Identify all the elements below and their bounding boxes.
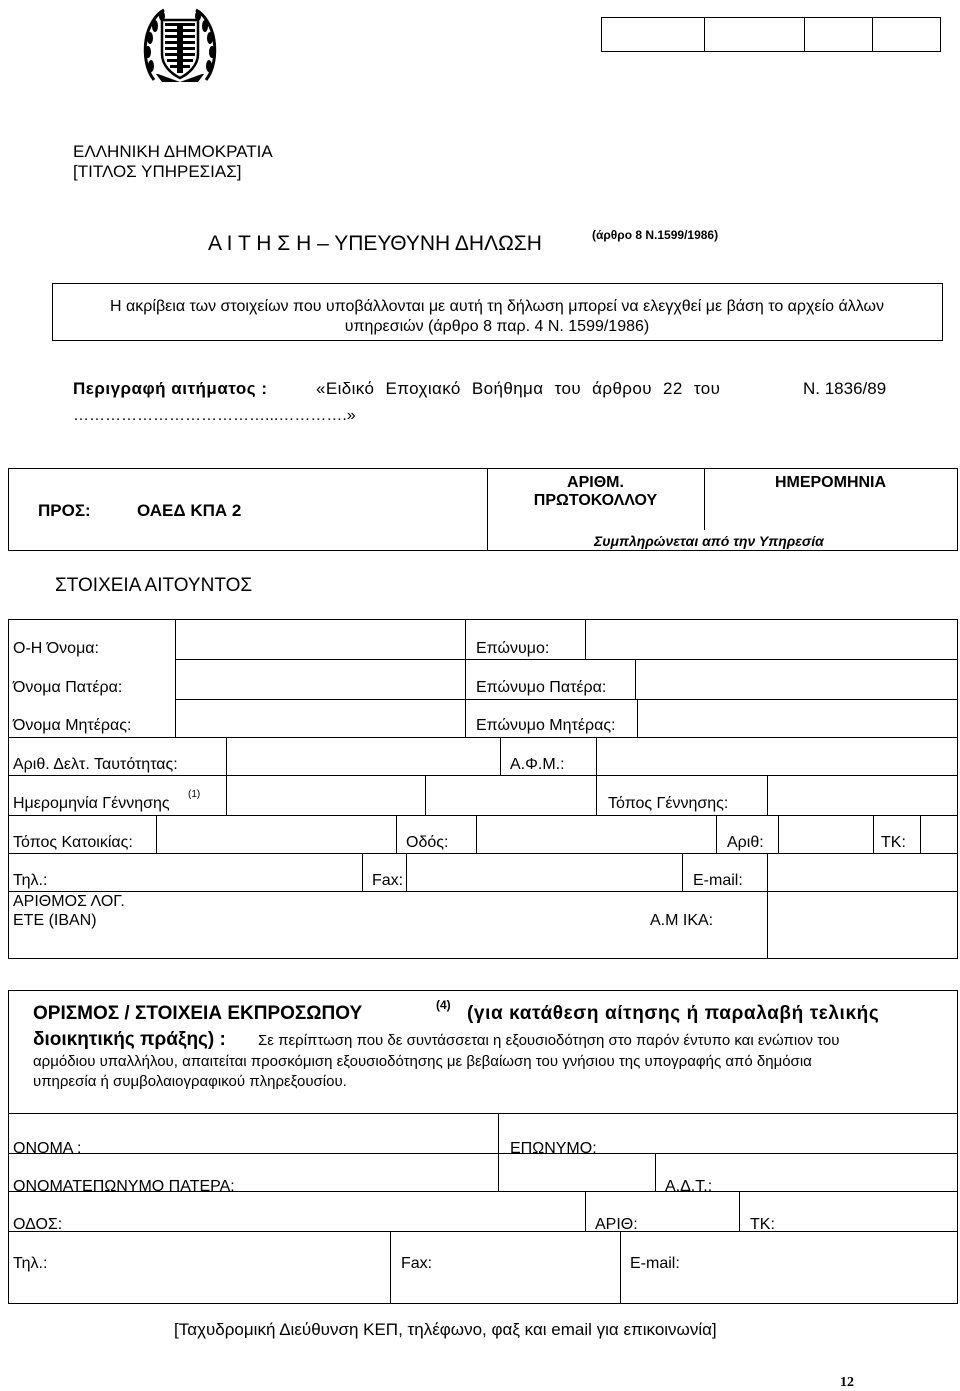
rep-heading-tail-1: (για κατάθεση αίτησης ή παραλαβή τελικής bbox=[467, 1003, 880, 1024]
box-divider bbox=[704, 18, 705, 52]
account-label-1: ΑΡΙΘΜΟΣ ΛΟΓ. bbox=[13, 893, 125, 910]
filled-by-service-note: Συμπληρώνεται από την Υπηρεσία bbox=[594, 533, 824, 549]
grid-line bbox=[682, 853, 683, 891]
rep-adt-label: Α.Δ.Τ.: bbox=[665, 1178, 713, 1195]
recipient-box-bottom bbox=[8, 550, 958, 551]
document-title: Α Ι Τ Η Σ Η – ΥΠΕΥΘΥΝΗ ΔΗΛΩΣΗ bbox=[208, 232, 542, 255]
grid-line bbox=[778, 815, 779, 853]
birth-place-label: Τόπος Γέννησης: bbox=[608, 795, 729, 812]
grid-line bbox=[8, 815, 958, 816]
phone-label: Τηλ.: bbox=[13, 872, 48, 889]
request-text: «Ειδικό Εποχιακό Βοήθημα του άρθρου 22 του bbox=[316, 379, 721, 398]
grid-line bbox=[920, 815, 921, 853]
accuracy-notice-box bbox=[52, 283, 943, 341]
grid-line bbox=[465, 619, 466, 737]
grid-line bbox=[8, 853, 958, 854]
request-label: Περιγραφή αιτήματος : bbox=[73, 379, 268, 398]
grid-line bbox=[8, 1113, 958, 1114]
grid-line bbox=[226, 737, 227, 775]
rep-table-right bbox=[957, 990, 958, 1304]
to-label: ΠΡΟΣ: bbox=[38, 501, 91, 520]
rep-phone-label: Τηλ.: bbox=[13, 1255, 48, 1272]
grid-line bbox=[362, 853, 363, 891]
law-reference: (άρθρο 8 Ν.1599/1986) bbox=[592, 228, 719, 242]
grid-line bbox=[8, 891, 958, 892]
ama-ika-label: Α.Μ ΙΚΑ: bbox=[650, 912, 714, 929]
request-dots: ………………………………...………….» bbox=[73, 407, 356, 424]
page-number: 12 bbox=[840, 1375, 854, 1390]
grid-line bbox=[585, 1191, 586, 1231]
grid-line bbox=[8, 737, 958, 738]
street-number-label: Αριθ: bbox=[727, 834, 764, 851]
applicant-surname-label: Επώνυμο: bbox=[476, 640, 550, 657]
kep-contact-placeholder: [Ταχυδρομική Διεύθυνση ΚΕΠ, τηλέφωνο, φαξ και email για επικοινωνία] bbox=[174, 1320, 717, 1339]
service-title: [ΤΙΤΛΟΣ ΥΠΗΡΕΣΙΑΣ] bbox=[73, 162, 242, 181]
recipient-box-top bbox=[8, 468, 958, 469]
account-label-2: ΕΤΕ (ΙΒΑΝ) bbox=[13, 912, 97, 929]
grid-line bbox=[500, 737, 501, 775]
applicant-table-left bbox=[8, 619, 9, 959]
box-divider bbox=[872, 18, 873, 52]
street-label: Οδός: bbox=[406, 834, 449, 851]
grid-line bbox=[637, 699, 638, 737]
grid-line bbox=[716, 815, 717, 853]
birth-date-label: Ημερομηνία Γέννησης bbox=[13, 795, 170, 812]
protocol-label-1: ΑΡΙΘΜ. bbox=[567, 474, 624, 491]
grid-line bbox=[425, 775, 426, 815]
applicant-table-top bbox=[8, 619, 958, 620]
rep-number-label: ΑΡΙΘ: bbox=[595, 1216, 638, 1233]
email-label: E-mail: bbox=[693, 872, 743, 889]
mother-name-label: Όνομα Μητέρας: bbox=[13, 717, 132, 734]
grid-line bbox=[396, 815, 397, 853]
rep-email-label: E-mail: bbox=[630, 1255, 680, 1272]
rep-table-bottom bbox=[8, 1303, 958, 1304]
grid-line bbox=[596, 737, 597, 775]
recipient-box-left bbox=[8, 468, 9, 551]
rep-heading-tail-2: διοικητικής πράξης) : bbox=[33, 1029, 226, 1050]
grid-line bbox=[8, 775, 958, 776]
grid-line bbox=[406, 853, 407, 891]
father-name-label: Όνομα Πατέρα: bbox=[13, 679, 123, 696]
grid-line bbox=[655, 1153, 656, 1191]
recipient-box-right bbox=[957, 468, 958, 551]
grid-line bbox=[175, 659, 957, 660]
residence-label: Τόπος Κατοικίας: bbox=[13, 834, 133, 851]
rep-street-label: ΟΔΟΣ: bbox=[13, 1216, 63, 1233]
grid-line bbox=[175, 619, 176, 737]
notice-line-1: Η ακρίβεια των στοιχείων που υποβάλλονται με αυτή τη δήλωση μπορεί να ελεγχθεί με βάση το αρχείο άλλων bbox=[110, 298, 884, 315]
notice-line-2: υπηρεσιών (άρθρο 8 παρ. 4 Ν. 1599/1986) bbox=[344, 318, 650, 335]
postal-code-label: ΤΚ: bbox=[881, 834, 906, 851]
request-law: Ν. 1836/89 bbox=[803, 379, 887, 398]
rep-name-label: ΟΝΟΜΑ : bbox=[13, 1140, 82, 1157]
grid-line bbox=[596, 775, 597, 815]
to-value: ΟΑΕΔ ΚΠΑ 2 bbox=[137, 501, 242, 520]
grid-line bbox=[226, 775, 227, 815]
applicant-table-bottom bbox=[8, 958, 958, 959]
rep-table-top bbox=[8, 990, 958, 991]
grid-line bbox=[767, 775, 768, 815]
grid-line bbox=[873, 815, 874, 853]
grid-line bbox=[8, 1231, 958, 1232]
rep-text-3: υπηρεσία ή συμβολαιογραφικού πληρεξουσίου. bbox=[33, 1073, 347, 1090]
protocol-label-2: ΠΡΩΤΟΚΟΛΛΟΥ bbox=[533, 492, 658, 509]
grid-line bbox=[390, 1231, 391, 1303]
applicant-name-label: Ο-Η Όνομα: bbox=[13, 640, 99, 657]
applicant-table-right bbox=[957, 619, 958, 959]
box-divider bbox=[804, 18, 805, 52]
grid-line bbox=[498, 1113, 499, 1191]
grid-line bbox=[620, 1231, 621, 1303]
grid-line bbox=[156, 815, 157, 853]
fax-label: Fax: bbox=[372, 872, 404, 889]
rep-table-left bbox=[8, 990, 9, 1304]
grid-line bbox=[767, 891, 768, 958]
rep-text-2: αρμόδιου υπαλλήλου, απαιτείται προσκόμιση εξουσιοδότησης με βεβαίωση του γνήσιου της υπογραφής από δημόσια bbox=[33, 1053, 812, 1070]
id-card-label: Αριθ. Δελτ. Ταυτότητας: bbox=[13, 756, 178, 773]
rep-postal-label: ΤΚ: bbox=[750, 1216, 775, 1233]
birth-date-note: (1) bbox=[188, 789, 201, 800]
grid-line bbox=[585, 619, 586, 659]
grid-line bbox=[739, 1191, 740, 1231]
rep-father-label: ΟΝΟΜΑΤΕΠΩΝΥΜΟ ΠΑΤΕΡΑ: bbox=[13, 1178, 235, 1195]
grid-line bbox=[175, 699, 957, 700]
rep-fax-label: Fax: bbox=[401, 1255, 433, 1272]
rep-text-1: Σε περίπτωση που δε συντάσσεται η εξουσιοδότηση στο παρόν έντυπο και ενώπιον του bbox=[258, 1032, 840, 1049]
mother-surname-label: Επώνυμο Μητέρας: bbox=[476, 717, 616, 734]
grid-line bbox=[767, 853, 768, 891]
date-label: ΗΜΕΡΟΜΗΝΙΑ bbox=[774, 474, 887, 491]
afm-label: Α.Φ.Μ.: bbox=[510, 756, 565, 773]
grid-line bbox=[8, 1153, 958, 1154]
father-surname-label: Επώνυμο Πατέρα: bbox=[476, 679, 607, 696]
greek-emblem-icon bbox=[142, 4, 218, 88]
org-name: ΕΛΛΗΝΙΚΗ ΔΗΜΟΚΡΑΤΙΑ bbox=[73, 142, 273, 161]
applicant-heading: ΣΤΟΙΧΕΙΑ ΑΙΤΟΥΝΤΟΣ bbox=[55, 575, 253, 596]
grid-line bbox=[476, 815, 477, 853]
office-use-boxes bbox=[601, 17, 941, 52]
rep-surname-label: ΕΠΩΝΥΜΟ: bbox=[510, 1140, 597, 1157]
rep-heading: ΟΡΙΣΜΟΣ / ΣΤΟΙΧΕΙΑ ΕΚΠΡΟΣΩΠΟΥ bbox=[33, 1003, 363, 1024]
rep-note-mark: (4) bbox=[436, 998, 451, 1012]
grid-line bbox=[635, 659, 636, 699]
